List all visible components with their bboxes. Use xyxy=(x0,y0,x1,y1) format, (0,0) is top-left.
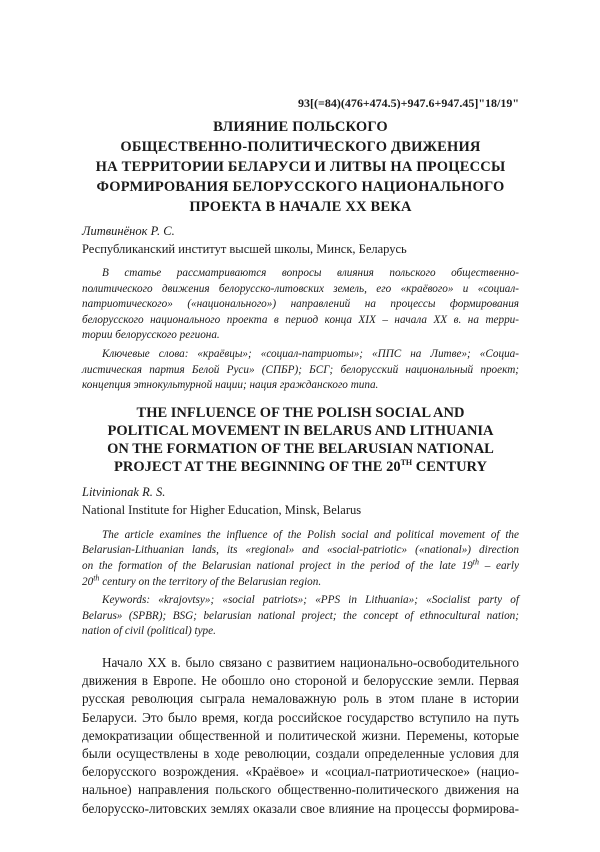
body-paragraph xyxy=(82,654,519,818)
abstract-en-text: 20 xyxy=(82,575,94,588)
keywords-ru-line: концепция этнокультурной нации; нация гражданского типа. xyxy=(82,379,379,392)
title-en-line: POLITICAL MOVEMENT IN BELARUS AND LITHUANIA xyxy=(107,422,494,439)
title-ru-line: ПРОЕКТА В НАЧАЛЕ ХХ ВЕКА xyxy=(189,199,412,215)
abstract-en-text: century on the territory of the Belarusian region. xyxy=(99,575,322,588)
body-line: движения в Европе. Не обошло оно стороной и белорусские земли. Первая xyxy=(82,673,519,689)
title-ru-line: ВЛИЯНИЕ ПОЛЬСКОГО xyxy=(213,119,388,135)
abstract-en xyxy=(82,528,519,590)
abstract-en-line: Belarusian-Lithuanian lands, its «regional» and «social-patriotic» («national») direction xyxy=(82,544,519,557)
abstract-en-line xyxy=(82,559,519,575)
author-en: Litvinionak R. S. xyxy=(82,484,166,499)
title-ru-line: НА ТЕРРИТОРИИ БЕЛАРУСИ И ЛИТВЫ НА ПРОЦЕССЫ xyxy=(95,159,506,175)
keywords-en-line: Belarus» (SPBR); BSG; belarusian national project; the concept of ethnocultural nation; xyxy=(82,609,519,622)
abstract-en-line: The article examines the influence of the Polish social and political movement of the xyxy=(102,528,519,541)
title-en-sup: TH xyxy=(400,457,413,467)
body-line: демократизации общественной и политической жизни. Перемены, которые xyxy=(82,727,519,743)
abstract-ru-line: патриотического» («национального») направлений на процессы формирования xyxy=(82,298,519,311)
abstract-ru xyxy=(82,266,519,344)
body-line: нальное) направления польского общественно-политического движения на xyxy=(82,782,519,798)
keywords-en xyxy=(82,593,519,640)
body-line: Беларуси. Это было время, когда российское государство вступило на путь xyxy=(82,709,519,725)
udc-code: 93[(=84)(476+474.5)+947.6+947.45]"18/19" xyxy=(298,96,519,110)
affiliation-en: National Institute for Higher Education, Minsk, Belarus xyxy=(82,502,362,517)
keywords-ru-line: листическая партия Белой Руси» (СПБР); БСГ; белорусский национальный проект; xyxy=(82,363,519,376)
abstract-ru-line: политического движения белорусско-литовских земель, его «краёвого» и «социал- xyxy=(82,282,519,295)
author-ru: Литвинёнок Р. С. xyxy=(82,224,175,238)
keywords-en-line: Keywords: «krajovtsy»; «social patriots»; «PPS in Lithuania»; «Socialist party of xyxy=(102,594,519,607)
affiliation-ru: Республиканский институт высшей школы, Минск, Беларусь xyxy=(82,242,407,256)
title-english xyxy=(82,404,519,476)
body-line: Начало ХХ в. было связано с развитием национально-освободительного xyxy=(102,654,519,670)
abstract-en-text: on the formation of the Belarusian national project in the period of the late 19 xyxy=(82,559,473,572)
title-en-line xyxy=(82,458,519,476)
article-page xyxy=(82,96,519,818)
keywords-ru xyxy=(82,347,519,394)
title-ru-line: ФОРМИРОВАНИЯ БЕЛОРУССКОГО НАЦИОНАЛЬНОГО xyxy=(96,179,505,195)
title-en-text: PROJECT AT THE BEGINNING OF THE 20 xyxy=(114,458,401,475)
title-en-line: ON THE FORMATION OF THE BELARUSIAN NATIONAL xyxy=(107,440,494,457)
body-line: белорусско-литовских землях оказали свое влияние на процессы формирова- xyxy=(82,800,519,816)
abstract-ru-line: тории белорусского региона. xyxy=(82,329,220,342)
abstract-en-sup: th xyxy=(93,572,100,582)
abstract-en-sup: th xyxy=(472,557,479,567)
abstract-en-text: – early xyxy=(479,559,519,572)
abstract-en-line xyxy=(82,572,519,591)
title-russian xyxy=(82,117,519,217)
title-en-text: CENTURY xyxy=(412,458,487,475)
keywords-ru-line: Ключевые слова: «краёвцы»; «социал-патриоты»; «ППС на Литве»; «Социа- xyxy=(102,347,519,360)
abstract-ru-line: В статье рассматриваются вопросы влияния польского общественно- xyxy=(102,267,519,279)
keywords-en-line: nation of civil (political) type. xyxy=(82,625,216,638)
title-ru-line: ОБЩЕСТВЕННО-ПОЛИТИЧЕСКОГО ДВИЖЕНИЯ xyxy=(120,139,481,155)
body-line: белорусского возрождения. «Краёвое» и «социал-патриотическое» (нацио- xyxy=(82,764,519,780)
abstract-ru-line: белорусского национального проекта в период конца XIX – начала ХХ в. на терри- xyxy=(82,313,519,326)
body-line: были осуществлены в ходе революции, создали определенные условия для xyxy=(82,745,519,761)
title-en-line: THE INFLUENCE OF THE POLISH SOCIAL AND xyxy=(136,404,465,421)
body-line: русская революция сыграла немаловажную роль в этом плане в истории xyxy=(82,691,519,707)
